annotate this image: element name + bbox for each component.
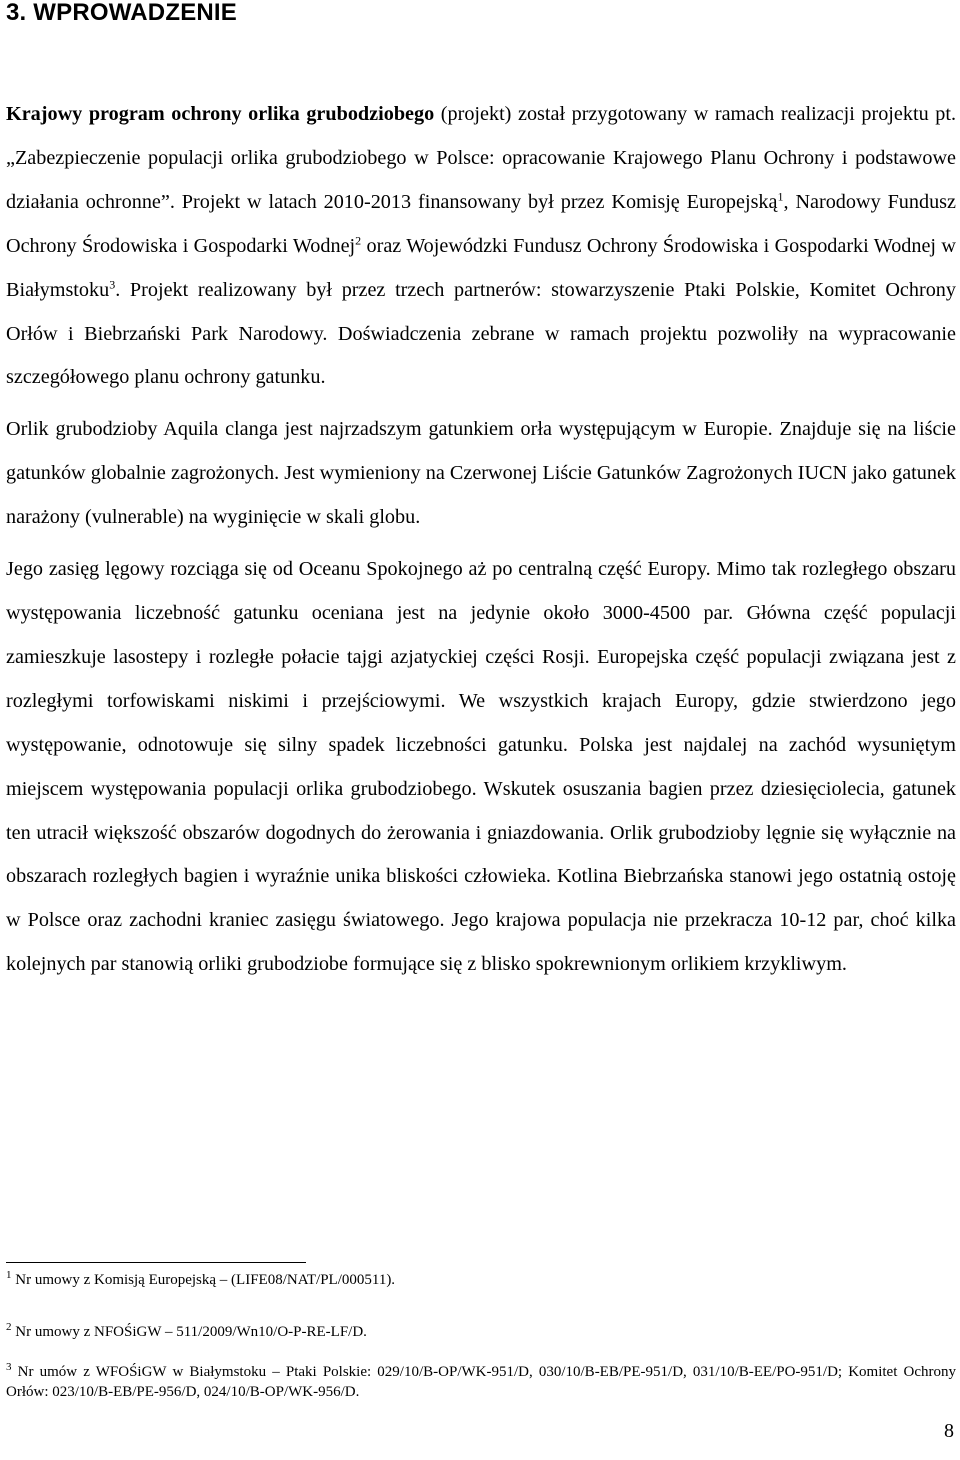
paragraph-intro-text-c: oraz Wojewódzki Fundusz Ochrony Środowiska i Gospodarki Wodnej w Białymstoku <box>6 234 956 301</box>
body-text <box>6 93 956 987</box>
footnote-ref-3[interactable]: 3 <box>109 276 116 291</box>
paragraph-intro <box>6 93 956 400</box>
section-heading: 3. WPROWADZENIE <box>6 0 238 26</box>
program-title: Krajowy program ochrony orlika grubodziobego <box>6 103 435 125</box>
footnote-ref-1[interactable]: 1 <box>777 189 784 204</box>
footnote-number: 3 <box>6 1361 12 1373</box>
footnote-text: Nr umowy z Komisją Europejską – (LIFE08/NAT/PL/000511). <box>11 1272 396 1288</box>
footnote-text: Nr umów z WFOŚiGW w Białymstoku – Ptaki Polskie: 029/10/B-OP/WK-951/D, 030/10/B-EB/PE-951/D, 031/10/B-EE/PO-951/D; Komitet Ochrony Orłów: 023/10/B-EB/PE-956/D, 024/10/B-OP/WK-956/D. <box>6 1364 956 1400</box>
paragraph-intro-text-a: (projekt) został przygotowany w ramach realizacji projektu pt. „Zabezpieczenie populacji orlika grubodziobego w Polsce: opracowanie Krajowego Planu Ochrony i podstawowe działania ochronne”. Projekt w latach 2010-2013 finansowany był przez Komisję Europejską <box>6 103 956 213</box>
footnote-ref-2[interactable]: 2 <box>355 232 362 247</box>
paragraph-intro-text-b: , Narodowy Fundusz Ochrony Środowiska i Gospodarki Wodnej <box>6 190 956 257</box>
footnote-3 <box>6 1362 956 1402</box>
page-number: 8 <box>944 1420 954 1442</box>
footnote-text: Nr umowy z NFOŚiGW – 511/2009/Wn10/O-P-RE-LF/D. <box>11 1324 367 1340</box>
footnote-divider <box>6 1262 306 1263</box>
footnote-2 <box>6 1322 956 1342</box>
footnote-number: 1 <box>6 1269 12 1281</box>
footnote-1 <box>6 1270 956 1290</box>
paragraph-range: Jego zasięg lęgowy rozciąga się od Oceanu Spokojnego aż po centralną część Europy. Mimo tak rozległego obszaru występowania liczebność gatunku oceniana jest na jedynie około 3000-4500 par. Główna część populacji zamieszkuje lasostepy i rozległe połacie tajgi azjatyckiej części Rosji. Europejska część populacji związana jest z rozległymi torfowiskami niskimi i przejściowymi. We wszystkich krajach Europy, gdzie stwierdzono jego występowanie, odnotowuje się silny spadek liczebności gatunku. Polska jest najdalej na zachód wysuniętym miejscem występowania populacji orlika grubodziobego. Wskutek osuszania bagien przez dziesięciolecia, gatunek ten utracił większość obszarów dogodnych do żerowania i gniazdowania. Orlik grubodzioby lęgnie się wyłącznie na obszarach rozległych bagien i wyraźnie unika bliskości człowieka. Kotlina Biebrzańska stanowi jego ostatnią ostoję w Polsce oraz zachodni kraniec zasięgu światowego. Jego krajowa populacja nie przekracza 10-12 par, choć kilka kolejnych par stanowią orliki grubodziobe formujące się z blisko spokrewnionym orlikiem krzykliwym. <box>6 558 956 976</box>
paragraph-species: Orlik grubodzioby Aquila clanga jest najrzadszym gatunkiem orła występującym w Europie. Znajduje się na liście gatunków globalnie zagrożonych. Jest wymieniony na Czerwonej Liście Gatunków Zagrożonych IUCN jako gatunek narażony (vulnerable) na wyginięcie w skali globu. <box>6 418 956 529</box>
paragraph-intro-text-d: . Projekt realizowany był przez trzech partnerów: stowarzyszenie Ptaki Polskie, Komitet Ochrony Orłów i Biebrzański Park Narodowy. Doświadczenia zebrane w ramach projektu pozwoliły na wypracowanie szczegółowego planu ochrony gatunku. <box>6 278 956 389</box>
footnote-number: 2 <box>6 1321 12 1333</box>
